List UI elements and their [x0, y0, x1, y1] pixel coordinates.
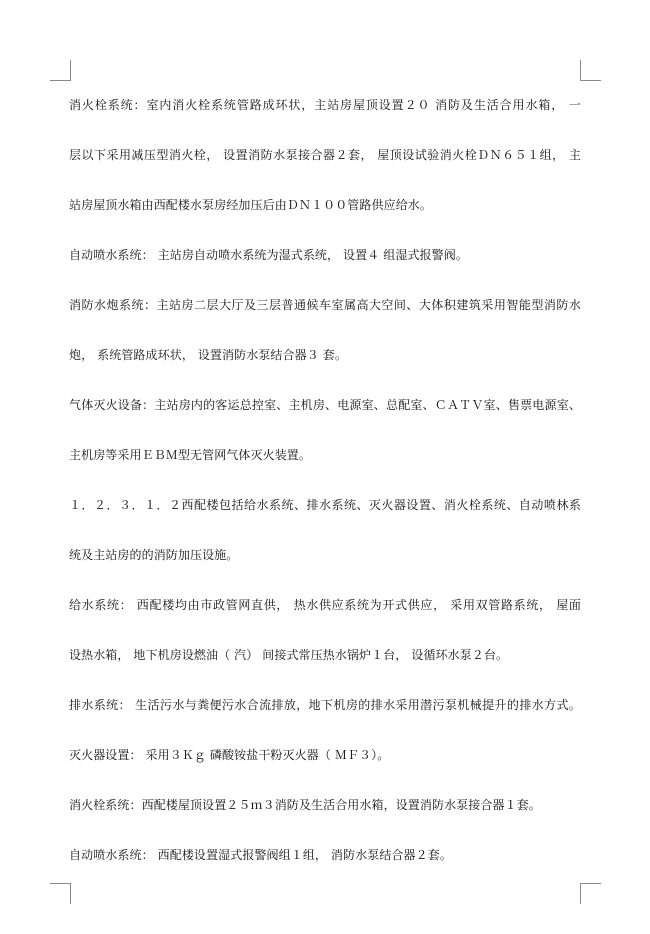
- text-line: 灭火器设置： 采用３Ｋｇ 磷酸铵盐干粉灭火器（ ＭＦ３）。: [69, 748, 390, 762]
- text-line: 主机房等采用ＥＢＭ型无管网气体灭火装置。: [69, 448, 312, 462]
- crop-mark-bottom-left: [50, 883, 71, 904]
- text-line: 排水系统： 生活污水与粪便污水合流排放，地下机房的排水采用潜污泵机械提升的排水方式。: [69, 698, 581, 712]
- text-line: 给水系统： 西配楼均由市政管网直供， 热水供应系统为开式供应， 采用双管路系统， 屋面: [69, 598, 581, 612]
- document-body: [69, 93, 581, 893]
- text-line: 自动喷水系统： 西配楼设置湿式报警阀组１组， 消防水泵结合器２套。: [69, 848, 452, 862]
- crop-mark-top-left: [50, 60, 71, 81]
- text-line: 气体灭火设备：主站房内的客运总控室、主机房、电源室、总配室、ＣＡＴＶ室、售票电源室、: [69, 398, 581, 412]
- text-line: 层以下采用减压型消火栓， 设置消防水泵接合器２套， 屋顶设试验消火栓ＤＮ６５１组， 主: [69, 148, 581, 162]
- text-line: 设热水箱， 地下机房设燃油（ 汽） 间接式常压热水锅炉１台， 设循环水泵２台。: [69, 648, 509, 662]
- text-line: 消防水炮系统：主站房二层大厅及三层普通候车室属高大空间、大体积建筑采用智能型消防水: [69, 298, 581, 312]
- text-line: 消火栓系统：室内消火栓系统管路成环状，主站房屋顶设置２０ 消防及生活合用水箱， 一: [69, 98, 581, 112]
- crop-mark-top-right: [580, 60, 601, 81]
- text-line: 统及主站房的的消防加压设施。: [69, 548, 239, 562]
- text-line: 站房屋顶水箱由西配楼水泵房经加压后由ＤＮ１００管路供应给水。: [69, 198, 433, 212]
- text-line: 消火栓系统：西配楼屋顶设置２５ｍ３消防及生活合用水箱，设置消防水泵接合器１套。: [69, 798, 541, 812]
- crop-mark-bottom-right: [580, 883, 601, 904]
- text-line: 自动喷水系统： 主站房自动喷水系统为湿式系统， 设置４ 组湿式报警阀。: [69, 248, 468, 262]
- text-line: 炮， 系统管路成环状， 设置消防水泵结合器３ 套。: [69, 348, 347, 362]
- text-line: １．２．３．１．２西配楼包括给水系统、排水系统、灭火器设置、消火栓系统、自动喷林系: [69, 498, 581, 512]
